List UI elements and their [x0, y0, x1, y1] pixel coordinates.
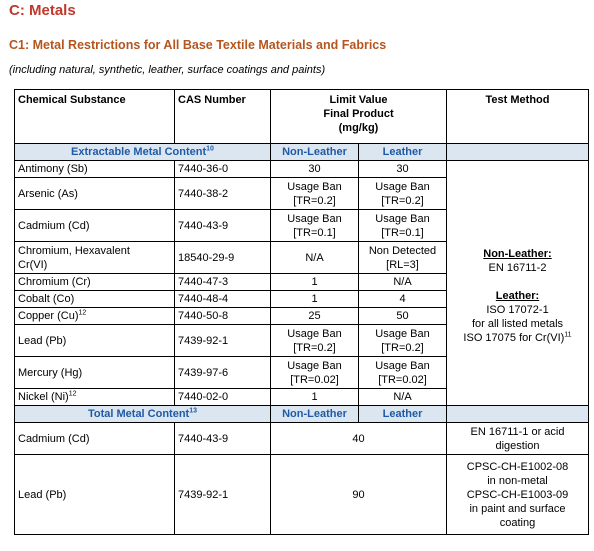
test-leather-method3: ISO 17075 for Cr(VI)$^{11}$ — [463, 331, 572, 344]
table-row — [15, 455, 589, 535]
table-row — [15, 161, 589, 178]
header-limit-line2: Final Product — [323, 108, 394, 120]
row-substance: Cadmium (Cd) — [15, 210, 175, 242]
scope-note: (including natural, synthetic, leather, surface coatings and paints) — [9, 64, 326, 76]
row-substance: Lead (Pb) — [15, 325, 175, 357]
row-cas: 7439-92-1 — [175, 325, 271, 357]
section-title: C: Metals — [9, 2, 76, 19]
row-leather: 4 — [359, 291, 447, 308]
table-row — [15, 423, 589, 455]
row-substance: Nickel $(Ni)^{12}$ — [15, 389, 175, 406]
row-nonleather: Usage Ban [TR=0.2] — [271, 325, 359, 357]
test-leather-title: Leather: — [495, 290, 540, 302]
total-label: Total Metal Content$^{13}$ — [15, 406, 271, 423]
row-leather: N/A — [359, 389, 447, 406]
row-test-method: CPSC-CH-E1002-08 in non-metal CPSC-CH-E1003-09 in paint and surface coating — [447, 455, 589, 535]
test-leather-method1: ISO 17072-1 — [486, 304, 549, 316]
row-substance: Chromium (Cr) — [15, 274, 175, 291]
extractable-test-method — [447, 161, 589, 406]
row-substance: Arsenic (As) — [15, 178, 175, 210]
row-cas: 7439-97-6 — [175, 357, 271, 389]
header-row — [15, 90, 589, 144]
row-leather: Usage Ban [TR=0.2] — [359, 325, 447, 357]
row-cas: 7440-02-0 — [175, 389, 271, 406]
row-nonleather: 1 — [271, 274, 359, 291]
extractable-col-nonleather: Non-Leather — [271, 144, 359, 161]
row-leather: 50 — [359, 308, 447, 325]
row-substance: Cadmium (Cd) — [15, 423, 175, 455]
row-cas: 7440-48-4 — [175, 291, 271, 308]
header-limit-line1: Limit Value — [329, 94, 388, 106]
row-nonleather: 1 — [271, 291, 359, 308]
row-leather: Usage Ban [TR=0.1] — [359, 210, 447, 242]
header-limit — [271, 90, 447, 144]
row-cas: 18540-29-9 — [175, 242, 271, 274]
row-leather: Non Detected [RL=3] — [359, 242, 447, 274]
row-total-value: 90 — [271, 455, 447, 535]
row-leather: 30 — [359, 161, 447, 178]
row-nonleather: 30 — [271, 161, 359, 178]
total-section-blank — [447, 406, 589, 423]
row-leather: Usage Ban [TR=0.2] — [359, 178, 447, 210]
row-cas: 7440-47-3 — [175, 274, 271, 291]
extractable-col-leather: Leather — [359, 144, 447, 161]
header-chemical: Chemical Substance — [15, 90, 175, 144]
row-test-method: EN 16711-1 or acid digestion — [447, 423, 589, 455]
row-leather: Usage Ban [TR=0.02] — [359, 357, 447, 389]
subsection-title: C1: Metal Restrictions for All Base Textile Materials and Fabrics — [9, 38, 387, 52]
row-nonleather: Usage Ban [TR=0.2] — [271, 178, 359, 210]
row-nonleather: Usage Ban [TR=0.02] — [271, 357, 359, 389]
row-nonleather: N/A — [271, 242, 359, 274]
header-test: Test Method — [447, 90, 589, 144]
extractable-section-row — [15, 144, 589, 161]
row-substance: Mercury (Hg) — [15, 357, 175, 389]
header-cas: CAS Number — [175, 90, 271, 144]
row-substance: Copper $(Cu)^{12}$ — [15, 308, 175, 325]
row-cas: 7440-36-0 — [175, 161, 271, 178]
row-substance: Antimony (Sb) — [15, 161, 175, 178]
test-leather-method2: for all listed metals — [471, 318, 564, 330]
metal-restrictions-table — [14, 89, 589, 535]
test-nonleather-method: EN 16711-2 — [488, 262, 547, 274]
total-col-nonleather: Non-Leather — [271, 406, 359, 423]
header-limit-line3: (mg/kg) — [338, 122, 379, 134]
total-col-leather: Leather — [359, 406, 447, 423]
row-nonleather: 25 — [271, 308, 359, 325]
row-cas: 7440-38-2 — [175, 178, 271, 210]
row-leather: N/A — [359, 274, 447, 291]
row-cas: 7440-43-9 — [175, 210, 271, 242]
row-total-value: 40 — [271, 423, 447, 455]
extractable-section-blank — [447, 144, 589, 161]
test-nonleather-title: Non-Leather: — [483, 248, 552, 260]
row-nonleather: Usage Ban [TR=0.1] — [271, 210, 359, 242]
extractable-label: Extractable Metal Content$^{10}$ — [15, 144, 271, 161]
row-substance: Chromium, Hexavalent Cr(VI) — [15, 242, 175, 274]
row-nonleather: 1 — [271, 389, 359, 406]
row-cas: 7440-43-9 — [175, 423, 271, 455]
row-substance: Cobalt (Co) — [15, 291, 175, 308]
row-cas: 7440-50-8 — [175, 308, 271, 325]
row-cas: 7439-92-1 — [175, 455, 271, 535]
total-section-row — [15, 406, 589, 423]
row-substance: Lead (Pb) — [15, 455, 175, 535]
